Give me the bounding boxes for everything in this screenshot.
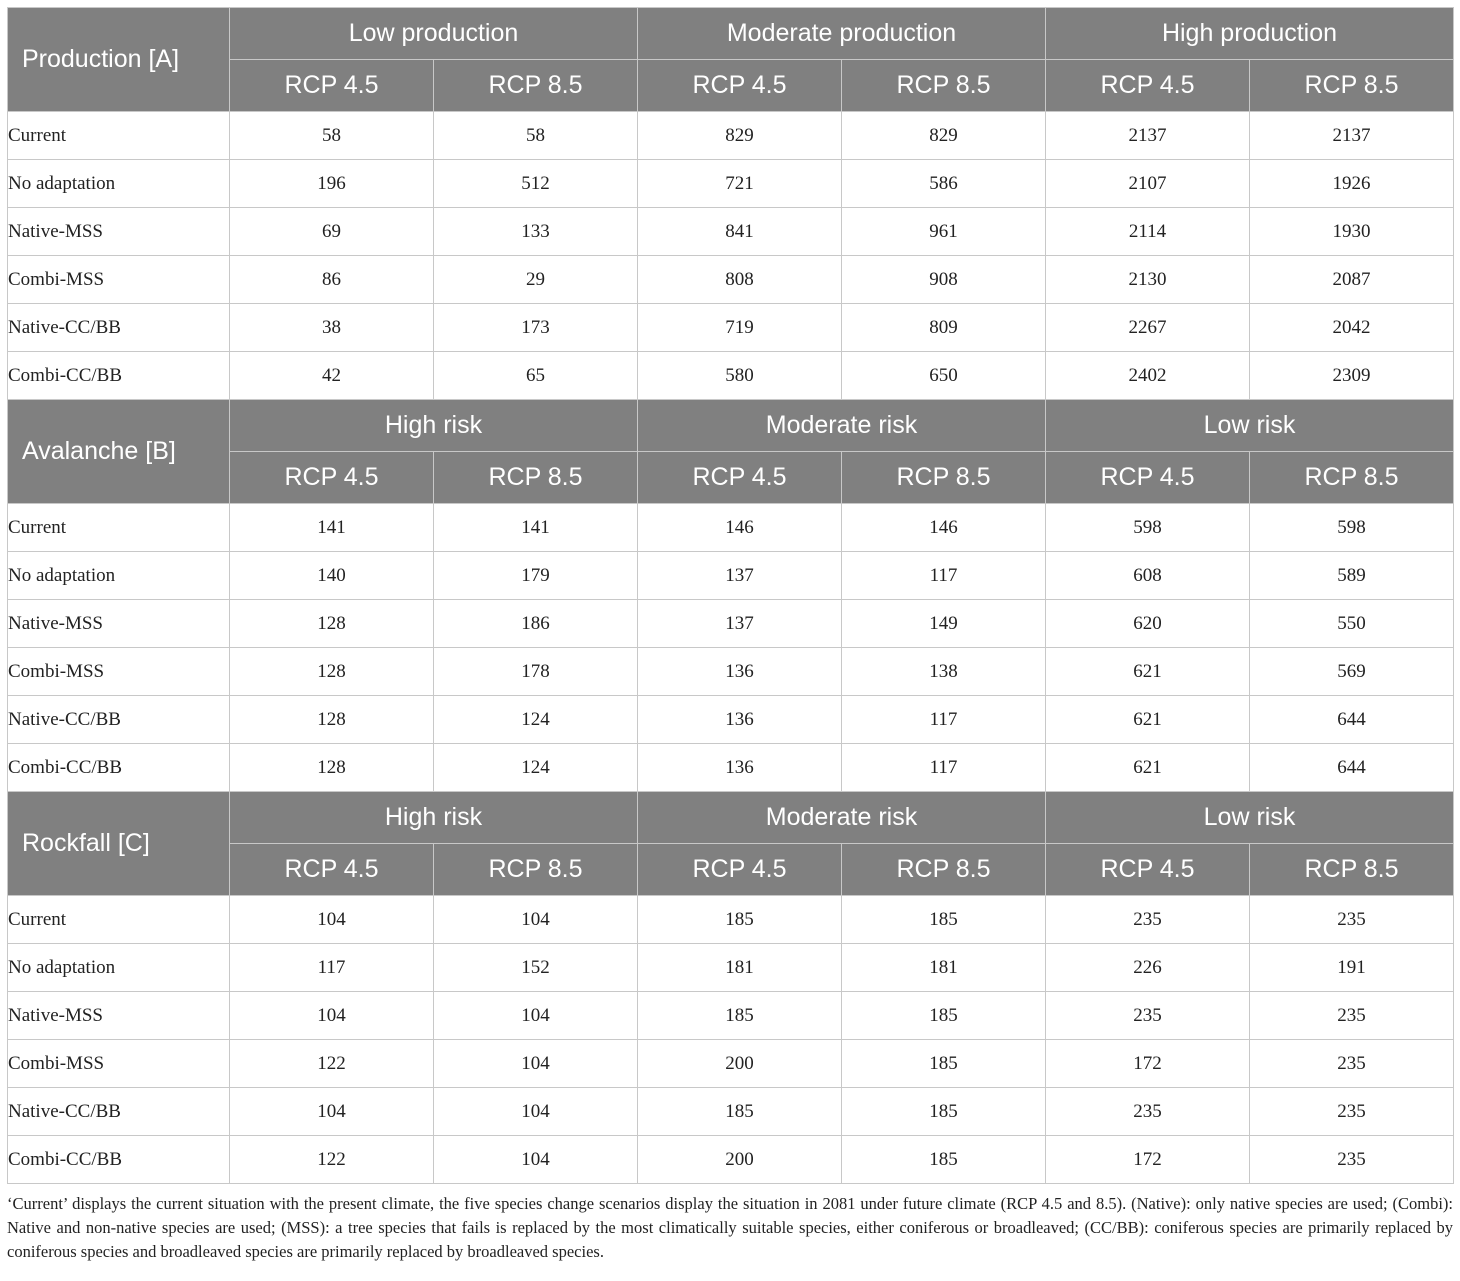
scenario-header: RCP 8.5: [434, 60, 638, 112]
scenario-header: RCP 8.5: [1250, 452, 1454, 504]
table-cell: 235: [1250, 992, 1454, 1040]
table-cell: 117: [842, 696, 1046, 744]
table-cell: 621: [1046, 648, 1250, 696]
table-cell: 104: [434, 1136, 638, 1184]
table-cell: 808: [638, 256, 842, 304]
table-cell: 172: [1046, 1040, 1250, 1088]
table-cell: 146: [638, 504, 842, 552]
scenario-header: RCP 4.5: [230, 452, 434, 504]
table-cell: 104: [230, 896, 434, 944]
table-cell: 128: [230, 648, 434, 696]
table-cell: 29: [434, 256, 638, 304]
table-cell: 124: [434, 744, 638, 792]
table-cell: 136: [638, 696, 842, 744]
table-cell: 178: [434, 648, 638, 696]
table-cell: 719: [638, 304, 842, 352]
table-cell: 961: [842, 208, 1046, 256]
scenario-header: RCP 4.5: [230, 844, 434, 896]
table-row: [8, 352, 1454, 400]
table-container: [7, 7, 1453, 1281]
table-cell: 152: [434, 944, 638, 992]
table-cell: 185: [842, 1088, 1046, 1136]
table-cell: 128: [230, 600, 434, 648]
group-header-row: [8, 8, 1454, 60]
scenario-header: RCP 8.5: [434, 844, 638, 896]
table-cell: 58: [230, 112, 434, 160]
table-cell: 104: [434, 1040, 638, 1088]
table-cell: 235: [1250, 1136, 1454, 1184]
table-cell: 185: [842, 896, 1046, 944]
table-cell: 829: [842, 112, 1046, 160]
table-cell: 235: [1046, 896, 1250, 944]
row-label: Combi-CC/BB: [8, 1136, 230, 1184]
table-row: [8, 944, 1454, 992]
row-label: Native-MSS: [8, 208, 230, 256]
table-cell: 2402: [1046, 352, 1250, 400]
table-cell: 69: [230, 208, 434, 256]
table-cell: 137: [638, 600, 842, 648]
table-cell: 136: [638, 744, 842, 792]
group-header: Moderate risk: [638, 792, 1046, 844]
table-row: [8, 696, 1454, 744]
table-cell: 908: [842, 256, 1046, 304]
row-label: Combi-MSS: [8, 1040, 230, 1088]
table-row: [8, 160, 1454, 208]
table-cell: 235: [1250, 1040, 1454, 1088]
table-cell: 191: [1250, 944, 1454, 992]
table-cell: 589: [1250, 552, 1454, 600]
scenario-header: RCP 4.5: [1046, 60, 1250, 112]
table-row: [8, 256, 1454, 304]
table-cell: 235: [1250, 896, 1454, 944]
group-header-row: [8, 400, 1454, 452]
row-label: Native-CC/BB: [8, 696, 230, 744]
group-header: High risk: [230, 400, 638, 452]
table-cell: 138: [842, 648, 1046, 696]
table-cell: 185: [842, 992, 1046, 1040]
table-cell: 104: [434, 992, 638, 1040]
table-cell: 569: [1250, 648, 1454, 696]
table-cell: 185: [638, 896, 842, 944]
table-cell: 196: [230, 160, 434, 208]
row-label: Current: [8, 112, 230, 160]
table-cell: 185: [842, 1136, 1046, 1184]
row-label: Native-CC/BB: [8, 304, 230, 352]
scenario-header: RCP 8.5: [434, 452, 638, 504]
table-cell: 122: [230, 1040, 434, 1088]
table-cell: 1926: [1250, 160, 1454, 208]
group-header: Moderate production: [638, 8, 1046, 60]
group-header: High risk: [230, 792, 638, 844]
scenario-header: RCP 4.5: [638, 844, 842, 896]
table-cell: 235: [1250, 1088, 1454, 1136]
table-cell: 133: [434, 208, 638, 256]
row-label: Native-MSS: [8, 600, 230, 648]
table-cell: 2107: [1046, 160, 1250, 208]
table-row: [8, 112, 1454, 160]
table-cell: 172: [1046, 1136, 1250, 1184]
table-row: [8, 1040, 1454, 1088]
table-row: [8, 552, 1454, 600]
table-cell: 104: [230, 1088, 434, 1136]
table-cell: 173: [434, 304, 638, 352]
table-cell: 598: [1250, 504, 1454, 552]
table-cell: 2267: [1046, 304, 1250, 352]
table-cell: 650: [842, 352, 1046, 400]
table-cell: 608: [1046, 552, 1250, 600]
row-label: Combi-CC/BB: [8, 744, 230, 792]
table-cell: 179: [434, 552, 638, 600]
table-cell: 181: [842, 944, 1046, 992]
table-cell: 841: [638, 208, 842, 256]
table-cell: 117: [842, 744, 1046, 792]
table-row: [8, 992, 1454, 1040]
table-cell: 598: [1046, 504, 1250, 552]
table-cell: 124: [434, 696, 638, 744]
table-cell: 185: [638, 992, 842, 1040]
table-cell: 128: [230, 744, 434, 792]
table-row: [8, 1136, 1454, 1184]
table-cell: 829: [638, 112, 842, 160]
table-row: [8, 208, 1454, 256]
table-cell: 580: [638, 352, 842, 400]
table-cell: 65: [434, 352, 638, 400]
table-cell: 58: [434, 112, 638, 160]
table-cell: 586: [842, 160, 1046, 208]
group-header: Low production: [230, 8, 638, 60]
table-cell: 2087: [1250, 256, 1454, 304]
table-row: [8, 744, 1454, 792]
table-cell: 128: [230, 696, 434, 744]
group-header-row: [8, 792, 1454, 844]
table-cell: 200: [638, 1040, 842, 1088]
table-cell: 2137: [1250, 112, 1454, 160]
scenario-header: RCP 4.5: [1046, 844, 1250, 896]
table-row: [8, 600, 1454, 648]
row-label: No adaptation: [8, 552, 230, 600]
row-label: No adaptation: [8, 944, 230, 992]
table-cell: 117: [230, 944, 434, 992]
table-cell: 141: [230, 504, 434, 552]
table-row: [8, 504, 1454, 552]
table-cell: 550: [1250, 600, 1454, 648]
section-title: Production [A]: [8, 8, 230, 112]
table-cell: 200: [638, 1136, 842, 1184]
table-cell: 38: [230, 304, 434, 352]
table-row: [8, 1088, 1454, 1136]
group-header: High production: [1046, 8, 1454, 60]
section-title: Avalanche [B]: [8, 400, 230, 504]
table-cell: 644: [1250, 744, 1454, 792]
table-cell: 809: [842, 304, 1046, 352]
scenario-header: RCP 8.5: [1250, 60, 1454, 112]
table-cell: 181: [638, 944, 842, 992]
table-cell: 104: [434, 896, 638, 944]
table-cell: 235: [1046, 992, 1250, 1040]
row-label: Native-MSS: [8, 992, 230, 1040]
table-cell: 137: [638, 552, 842, 600]
scenario-header: RCP 8.5: [1250, 844, 1454, 896]
row-label: Combi-CC/BB: [8, 352, 230, 400]
table-cell: 104: [230, 992, 434, 1040]
table-cell: 186: [434, 600, 638, 648]
group-header: Low risk: [1046, 792, 1454, 844]
table-body: [8, 8, 1454, 1184]
group-header: Moderate risk: [638, 400, 1046, 452]
table-cell: 141: [434, 504, 638, 552]
table-cell: 621: [1046, 696, 1250, 744]
table-cell: 136: [638, 648, 842, 696]
scenario-header: RCP 4.5: [230, 60, 434, 112]
row-label: No adaptation: [8, 160, 230, 208]
row-label: Native-CC/BB: [8, 1088, 230, 1136]
table-cell: 644: [1250, 696, 1454, 744]
table-cell: 620: [1046, 600, 1250, 648]
table-cell: 86: [230, 256, 434, 304]
group-header: Low risk: [1046, 400, 1454, 452]
scenario-header: RCP 4.5: [638, 452, 842, 504]
table-footnote: ‘Current’ displays the current situation with the present climate, the five species change scenarios display the situation in 2081 under future climate (RCP 4.5 and 8.5). (Native): only native species are used; (Combi): Native and non-native species are used; (MSS): a tree species that fails is replaced by the most climatically suitable species, either coniferous or broadleaved; (CC/BB): coniferous species are primarily replaced by coniferous species and broadleaved species are primarily replaced by broadleaved species.: [7, 1194, 1453, 1261]
scenario-header: RCP 4.5: [638, 60, 842, 112]
table-cell: 2130: [1046, 256, 1250, 304]
table-cell: 122: [230, 1136, 434, 1184]
table-cell: 226: [1046, 944, 1250, 992]
row-label: Combi-MSS: [8, 648, 230, 696]
table-cell: 235: [1046, 1088, 1250, 1136]
table-cell: 146: [842, 504, 1046, 552]
scenario-header: RCP 4.5: [1046, 452, 1250, 504]
table-cell: 42: [230, 352, 434, 400]
table-cell: 149: [842, 600, 1046, 648]
section-title: Rockfall [C]: [8, 792, 230, 896]
scenario-header: RCP 8.5: [842, 60, 1046, 112]
table-cell: 721: [638, 160, 842, 208]
table-row: [8, 648, 1454, 696]
row-label: Combi-MSS: [8, 256, 230, 304]
table-cell: 104: [434, 1088, 638, 1136]
results-table: [7, 7, 1454, 1184]
scenario-header: RCP 8.5: [842, 452, 1046, 504]
table-cell: 140: [230, 552, 434, 600]
scenario-header: RCP 8.5: [842, 844, 1046, 896]
table-cell: 185: [842, 1040, 1046, 1088]
table-cell: 2042: [1250, 304, 1454, 352]
table-row: [8, 896, 1454, 944]
table-cell: 2114: [1046, 208, 1250, 256]
row-label: Current: [8, 896, 230, 944]
table-cell: 2137: [1046, 112, 1250, 160]
table-cell: 185: [638, 1088, 842, 1136]
table-row: [8, 304, 1454, 352]
row-label: Current: [8, 504, 230, 552]
table-cell: 1930: [1250, 208, 1454, 256]
table-cell: 2309: [1250, 352, 1454, 400]
table-cell: 117: [842, 552, 1046, 600]
table-cell: 512: [434, 160, 638, 208]
table-cell: 621: [1046, 744, 1250, 792]
